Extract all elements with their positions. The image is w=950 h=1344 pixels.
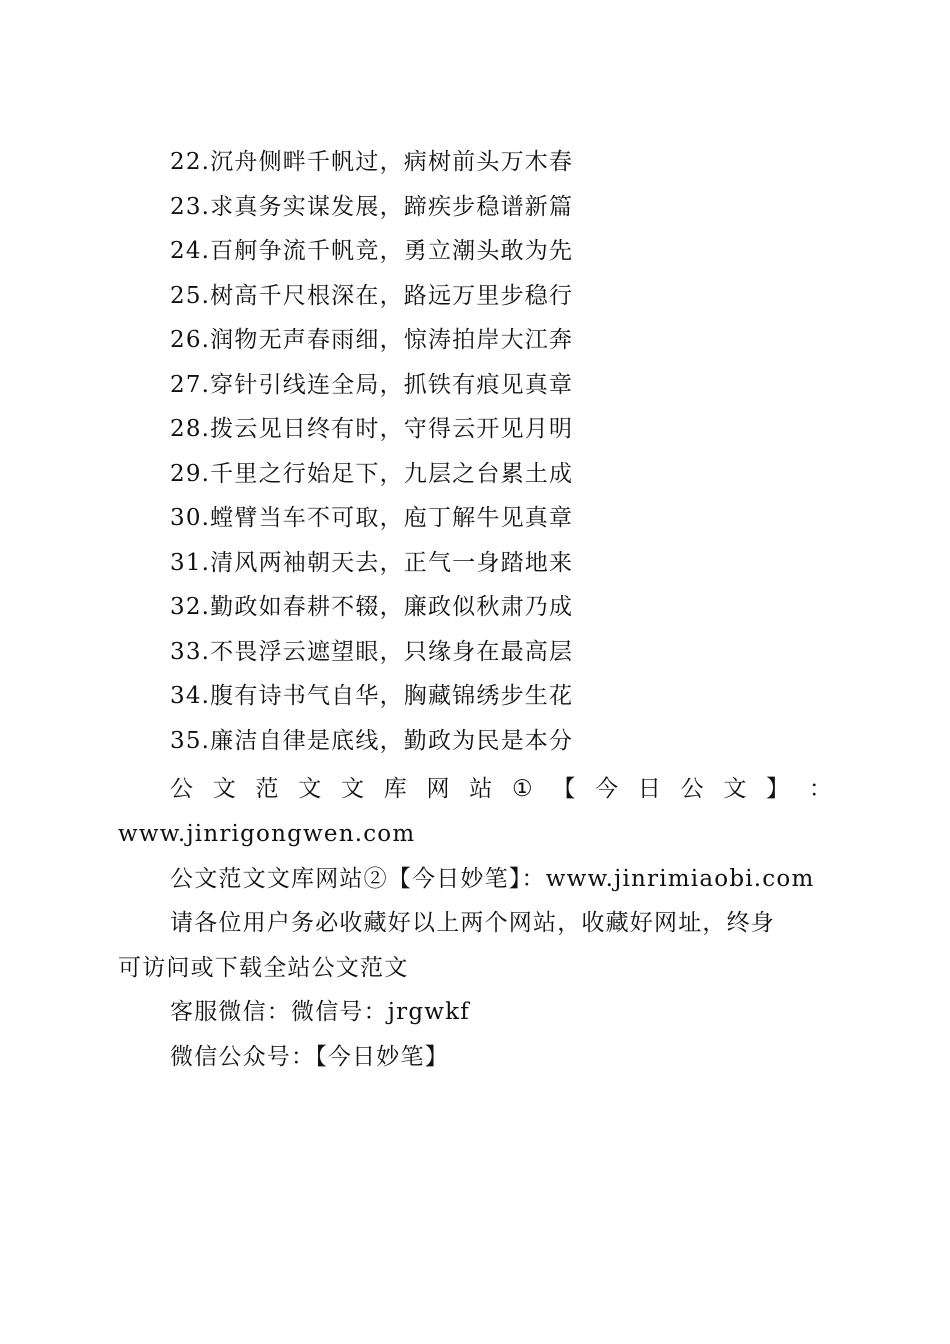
couplet-line: 33.不畏浮云遮望眼，只缘身在最高层 [170, 638, 574, 665]
couplet-line: 26.润物无声春雨细，惊涛拍岸大江奔 [170, 327, 574, 353]
couplet-line: 22.沉舟侧畔千帆过，病树前头万木春 [170, 149, 574, 175]
notice-line-1: 请各位用户务必收藏好以上两个网站，收藏好网址，终身 [170, 910, 775, 936]
couplet-line: 28.拨云见日终有时，守得云开见月明 [170, 416, 574, 442]
couplet-line: 32.勤政如春耕不辍，廉政似秋肃乃成 [170, 594, 574, 620]
couplet-list [0, 140, 950, 763]
couplet-line: 31.清风两袖朝天去，正气一身踏地来 [170, 549, 574, 576]
notice-line-2: 可访问或下载全站公文范文 [118, 955, 409, 981]
couplet-line: 27.穿针引线连全局，抓铁有痕见真章 [170, 371, 574, 398]
couplet-line: 30.螳臂当车不可取，庖丁解牛见真章 [170, 505, 574, 531]
couplet-line: 34.腹有诗书气自华，胸藏锦绣步生花 [170, 683, 574, 709]
site1-label: 公 文 范 文 文 库 网 站 ① 【 今 日 公 文 】 ： [170, 776, 832, 802]
couplet-line: 23.求真务实谋发展，蹄疾步稳谱新篇 [170, 193, 574, 220]
couplet-line: 24.百舸争流千帆竞，勇立潮头敢为先 [170, 238, 574, 264]
couplet-line: 29.千里之行始足下，九层之台累土成 [170, 460, 574, 487]
official-account: 微信公众号：【今日妙笔】 [170, 1044, 449, 1070]
service-wechat: 客服微信：微信号：jrgwkf [170, 999, 470, 1025]
site1-url[interactable]: www.jinrigongwen.com [118, 821, 416, 847]
couplet-line: 25.树高千尺根深在，路远万里步稳行 [170, 282, 574, 309]
site2-line: 公文范文文库网站②【今日妙笔】：www.jinrimiaobi.com [170, 866, 815, 892]
couplet-line: 35.廉洁自律是底线，勤政为民是本分 [170, 727, 574, 754]
